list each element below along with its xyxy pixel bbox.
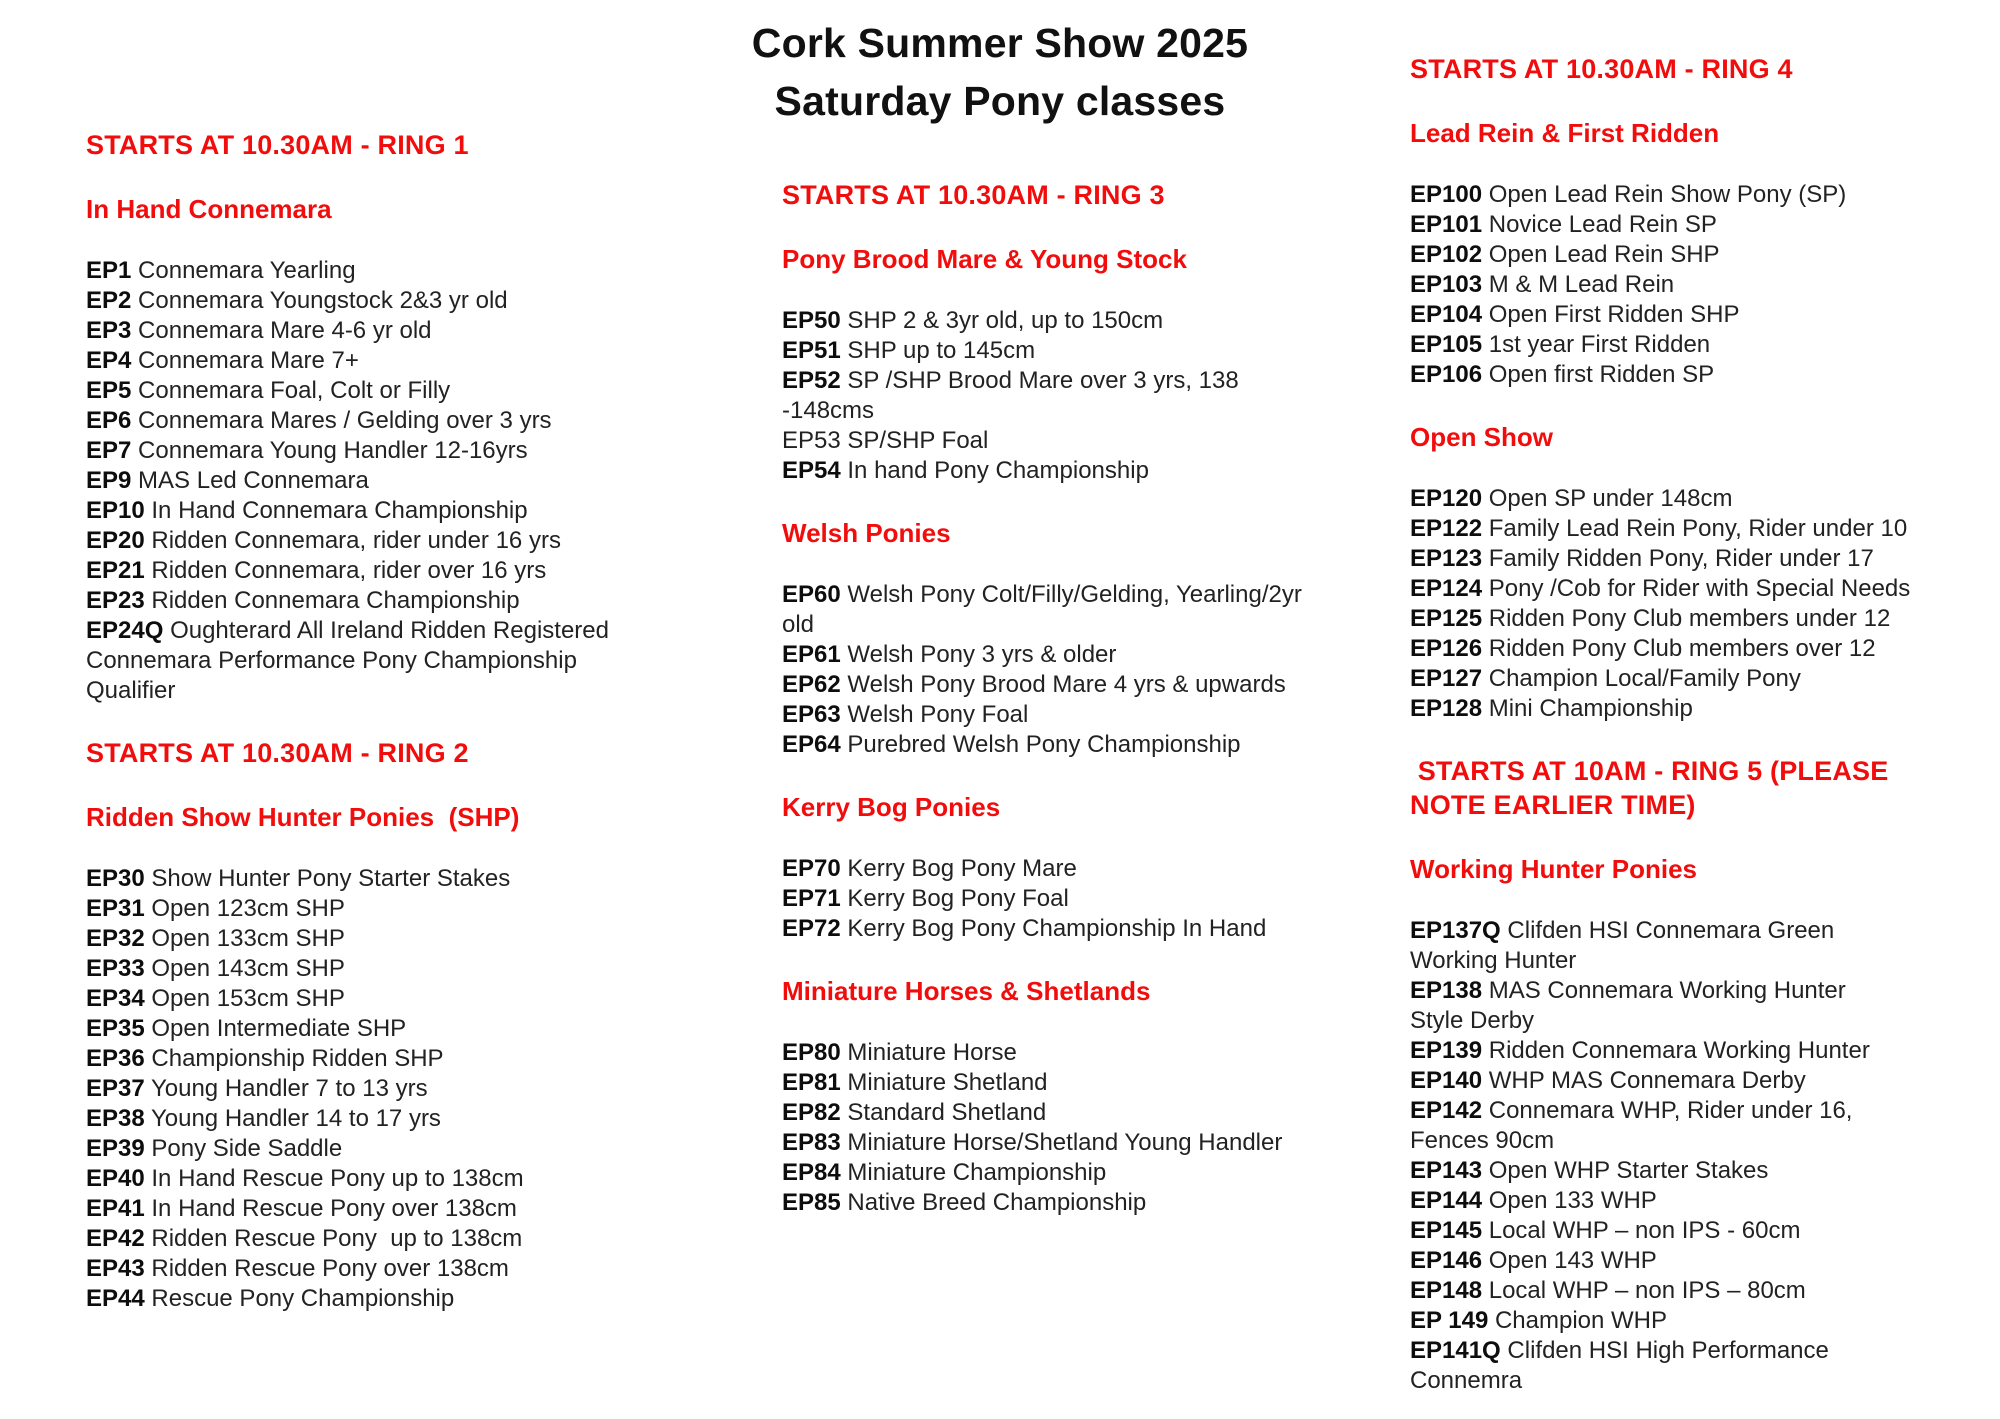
class-code: EP106 — [1410, 361, 1483, 388]
class-item — [1410, 1216, 2000, 1246]
class-code: EP137Q — [1410, 917, 1501, 944]
class-item — [86, 256, 686, 286]
class-item — [1410, 1096, 2000, 1156]
class-desc: Young Handler 14 to 17 yrs — [150, 1105, 441, 1132]
class-desc: Ridden Connemara, rider under 16 yrs — [151, 527, 561, 554]
class-code: EP10 — [86, 497, 145, 524]
class-code: EP53 — [782, 427, 841, 454]
class-desc: Ridden Rescue Pony up to 138cm — [151, 1225, 523, 1252]
class-desc: Open WHP Starter Stakes — [1488, 1157, 1769, 1184]
class-item — [86, 586, 686, 616]
class-desc: Local WHP – non IPS - 60cm — [1488, 1217, 1801, 1244]
class-code: EP37 — [86, 1075, 145, 1102]
class-desc: Welsh Pony Colt/Filly/Gelding, Yearling/2yr old — [782, 581, 1302, 638]
class-item — [1410, 240, 2000, 270]
class-list — [1410, 484, 2000, 724]
class-item — [1410, 360, 2000, 390]
class-code: EP40 — [86, 1165, 145, 1192]
class-item — [1410, 514, 2000, 544]
class-item — [1410, 976, 2000, 1036]
section-heading: Miniature Horses & Shetlands — [782, 976, 1151, 1006]
class-item — [86, 1134, 686, 1164]
class-item — [1410, 1036, 2000, 1066]
class-desc: Kerry Bog Pony Championship In Hand — [847, 915, 1267, 942]
class-desc: Open Intermediate SHP — [151, 1015, 407, 1042]
class-item — [86, 1074, 686, 1104]
class-desc: M & M Lead Rein — [1488, 271, 1675, 298]
class-desc: Kerry Bog Pony Mare — [847, 855, 1077, 882]
class-desc: Ridden Connemara Working Hunter — [1488, 1037, 1870, 1064]
class-desc: Clifden HSI High Performance Connemra — [1410, 1337, 1829, 1394]
class-code: EP84 — [782, 1159, 841, 1186]
class-code: EP71 — [782, 885, 841, 912]
class-item — [86, 556, 686, 586]
class-code: EP82 — [782, 1099, 841, 1126]
class-code: EP64 — [782, 731, 841, 758]
class-item — [1410, 1306, 2000, 1336]
class-list — [86, 256, 686, 706]
class-item — [1410, 300, 2000, 330]
class-desc: Welsh Pony 3 yrs & older — [847, 641, 1117, 668]
class-desc: Ridden Pony Club members over 12 — [1488, 635, 1876, 662]
class-desc: Miniature Horse/Shetland Young Handler — [847, 1129, 1283, 1156]
class-item — [1410, 574, 2000, 604]
class-code: EP123 — [1410, 545, 1483, 572]
class-item — [86, 1104, 686, 1134]
class-code: EP81 — [782, 1069, 841, 1096]
class-item — [1410, 664, 2000, 694]
section-heading: Lead Rein & First Ridden — [1410, 118, 1720, 148]
class-desc: Welsh Pony Foal — [847, 701, 1029, 728]
class-code: EP103 — [1410, 271, 1483, 298]
class-item — [1410, 484, 2000, 514]
class-desc: SHP up to 145cm — [847, 337, 1036, 364]
class-desc: Open 123cm SHP — [151, 895, 345, 922]
class-desc: Oughterard All Ireland Ridden Registered Connemara Performance Pony Championship Qualifier — [86, 617, 609, 704]
class-code: EP9 — [86, 467, 132, 494]
class-list — [86, 864, 686, 1314]
ring-heading: STARTS AT 10.30AM - RING 4 — [1410, 54, 1793, 84]
class-item — [86, 616, 686, 706]
class-item — [1410, 270, 2000, 300]
class-desc: Purebred Welsh Pony Championship — [847, 731, 1241, 758]
class-desc: Connemara Mares / Gelding over 3 yrs — [138, 407, 552, 434]
class-code: EP51 — [782, 337, 841, 364]
class-list — [782, 1038, 1382, 1218]
class-item — [782, 1188, 1382, 1218]
class-code: EP141Q — [1410, 1337, 1501, 1364]
class-item — [782, 456, 1382, 486]
class-item — [86, 1014, 686, 1044]
column-3 — [1410, 52, 2000, 1419]
class-code: EP2 — [86, 287, 132, 314]
section-heading: Kerry Bog Ponies — [782, 792, 1001, 822]
class-item — [86, 984, 686, 1014]
class-desc: Standard Shetland — [847, 1099, 1047, 1126]
class-code: EP20 — [86, 527, 145, 554]
class-code: EP125 — [1410, 605, 1483, 632]
class-item — [86, 894, 686, 924]
class-code: EP102 — [1410, 241, 1483, 268]
class-desc: Open 133 WHP — [1488, 1187, 1657, 1214]
class-code: EP7 — [86, 437, 132, 464]
page-title-line-1: Cork Summer Show 2025 — [751, 20, 1249, 66]
class-code: EP24Q — [86, 617, 164, 644]
class-item — [782, 1038, 1382, 1068]
class-item — [86, 466, 686, 496]
class-code: EP120 — [1410, 485, 1483, 512]
class-item — [86, 496, 686, 526]
class-code: EP39 — [86, 1135, 145, 1162]
class-code: EP63 — [782, 701, 841, 728]
class-desc: Connemara WHP, Rider under 16, Fences 90cm — [1410, 1097, 1853, 1154]
class-code: EP60 — [782, 581, 841, 608]
class-item — [86, 1284, 686, 1314]
class-item — [1410, 1276, 2000, 1306]
class-item — [782, 914, 1382, 944]
class-code: EP127 — [1410, 665, 1483, 692]
class-item — [86, 526, 686, 556]
class-code: EP42 — [86, 1225, 145, 1252]
column-1 — [86, 128, 686, 1344]
class-code: EP61 — [782, 641, 841, 668]
class-desc: Connemara Mare 4-6 yr old — [138, 317, 432, 344]
class-item — [1410, 1156, 2000, 1186]
class-code: EP139 — [1410, 1037, 1483, 1064]
class-item — [86, 1194, 686, 1224]
class-item — [1410, 604, 2000, 634]
class-desc: Kerry Bog Pony Foal — [847, 885, 1069, 912]
class-code: EP30 — [86, 865, 145, 892]
class-code: EP83 — [782, 1129, 841, 1156]
class-code: EP100 — [1410, 181, 1483, 208]
class-desc: SHP 2 & 3yr old, up to 150cm — [847, 307, 1164, 334]
class-desc: WHP MAS Connemara Derby — [1488, 1067, 1806, 1094]
class-desc: Welsh Pony Brood Mare 4 yrs & upwards — [847, 671, 1286, 698]
class-item — [782, 854, 1382, 884]
class-item — [86, 346, 686, 376]
class-item — [86, 864, 686, 894]
class-code: EP36 — [86, 1045, 145, 1072]
class-desc: SP/SHP Foal — [847, 427, 989, 454]
class-list — [782, 854, 1382, 944]
class-item — [1410, 180, 2000, 210]
class-code: EP70 — [782, 855, 841, 882]
class-item — [782, 884, 1382, 914]
class-code: EP145 — [1410, 1217, 1483, 1244]
class-item — [1410, 1186, 2000, 1216]
class-code: EP62 — [782, 671, 841, 698]
class-item — [782, 366, 1382, 426]
class-item — [86, 376, 686, 406]
class-code: EP44 — [86, 1285, 145, 1312]
class-code: EP1 — [86, 257, 132, 284]
class-code: EP126 — [1410, 635, 1483, 662]
class-desc: Family Lead Rein Pony, Rider under 10 — [1488, 515, 1908, 542]
class-desc: Ridden Pony Club members under 12 — [1488, 605, 1891, 632]
class-code: EP54 — [782, 457, 841, 484]
class-code: EP128 — [1410, 695, 1483, 722]
class-desc: Native Breed Championship — [847, 1189, 1147, 1216]
class-code: EP23 — [86, 587, 145, 614]
class-item — [86, 924, 686, 954]
class-code: EP105 — [1410, 331, 1483, 358]
class-code: EP32 — [86, 925, 145, 952]
class-desc: Open First Ridden SHP — [1488, 301, 1740, 328]
section-heading: Working Hunter Ponies — [1410, 854, 1697, 884]
page-title-line-2: Saturday Pony classes — [774, 78, 1226, 124]
class-item — [86, 954, 686, 984]
class-code: EP101 — [1410, 211, 1483, 238]
class-code: EP80 — [782, 1039, 841, 1066]
class-item — [86, 1044, 686, 1074]
class-code: EP72 — [782, 915, 841, 942]
class-desc: Ridden Connemara Championship — [151, 587, 520, 614]
class-code: EP122 — [1410, 515, 1483, 542]
class-desc: In Hand Rescue Pony over 138cm — [151, 1195, 517, 1222]
class-code: EP50 — [782, 307, 841, 334]
class-item — [1410, 544, 2000, 574]
class-code: EP85 — [782, 1189, 841, 1216]
class-code: EP5 — [86, 377, 132, 404]
class-desc: Family Ridden Pony, Rider under 17 — [1488, 545, 1874, 572]
class-code: EP146 — [1410, 1247, 1483, 1274]
class-desc: Open Lead Rein Show Pony (SP) — [1488, 181, 1847, 208]
class-code: EP6 — [86, 407, 132, 434]
class-code: EP38 — [86, 1105, 145, 1132]
class-item — [1410, 916, 2000, 976]
class-desc: MAS Connemara Working Hunter Style Derby — [1410, 977, 1846, 1034]
class-desc: Local WHP – non IPS – 80cm — [1488, 1277, 1806, 1304]
class-item — [1410, 634, 2000, 664]
ring-heading: STARTS AT 10.30AM - RING 3 — [782, 180, 1165, 210]
class-list — [1410, 180, 2000, 390]
class-code: EP148 — [1410, 1277, 1483, 1304]
class-desc: Miniature Horse — [847, 1039, 1017, 1066]
class-desc: Open SP under 148cm — [1488, 485, 1733, 512]
class-code: EP52 — [782, 367, 841, 394]
class-desc: Open 133cm SHP — [151, 925, 345, 952]
column-2 — [782, 178, 1382, 1248]
class-list — [782, 580, 1382, 760]
section-heading: Welsh Ponies — [782, 518, 951, 548]
class-code: EP142 — [1410, 1097, 1483, 1124]
class-item — [782, 1128, 1382, 1158]
class-item — [86, 406, 686, 436]
class-desc: Connemara Yearling — [138, 257, 356, 284]
class-item — [1410, 1066, 2000, 1096]
class-item — [86, 1164, 686, 1194]
class-desc: Miniature Shetland — [847, 1069, 1048, 1096]
class-item — [782, 306, 1382, 336]
class-code: EP 149 — [1410, 1307, 1489, 1334]
class-code: EP104 — [1410, 301, 1483, 328]
class-code: EP3 — [86, 317, 132, 344]
section-heading: Ridden Show Hunter Ponies (SHP) — [86, 802, 520, 832]
class-item — [782, 336, 1382, 366]
class-desc: Connemara Youngstock 2&3 yr old — [138, 287, 508, 314]
class-code: EP138 — [1410, 977, 1483, 1004]
class-item — [1410, 1246, 2000, 1276]
class-desc: In hand Pony Championship — [847, 457, 1149, 484]
class-desc: Rescue Pony Championship — [151, 1285, 455, 1312]
class-desc: Connemara Young Handler 12-16yrs — [138, 437, 528, 464]
class-desc: SP /SHP Brood Mare over 3 yrs, 138 -148cms — [782, 367, 1239, 424]
class-desc: 1st year First Ridden — [1488, 331, 1711, 358]
class-desc: Open first Ridden SP — [1488, 361, 1715, 388]
class-desc: Connemara Foal, Colt or Filly — [138, 377, 451, 404]
class-list — [782, 306, 1382, 486]
ring-heading: STARTS AT 10.30AM - RING 1 — [86, 130, 469, 160]
class-desc: Connemara Mare 7+ — [138, 347, 359, 374]
class-list — [1410, 916, 2000, 1396]
class-item — [782, 730, 1382, 760]
class-item — [782, 700, 1382, 730]
class-desc: Novice Lead Rein SP — [1488, 211, 1717, 238]
class-item — [86, 286, 686, 316]
class-item — [86, 436, 686, 466]
class-desc: Pony Side Saddle — [151, 1135, 343, 1162]
ring-heading: STARTS AT 10AM - RING 5 (PLEASE NOTE EARLIER TIME) — [1410, 756, 1889, 820]
class-item — [1410, 1336, 2000, 1396]
class-desc: Ridden Connemara, rider over 16 yrs — [151, 557, 547, 584]
class-item — [86, 1224, 686, 1254]
class-item — [782, 1068, 1382, 1098]
class-desc: In Hand Rescue Pony up to 138cm — [151, 1165, 524, 1192]
class-desc: Champion Local/Family Pony — [1488, 665, 1801, 692]
class-desc: Open 143cm SHP — [151, 955, 345, 982]
class-desc: Ridden Rescue Pony over 138cm — [151, 1255, 509, 1282]
class-item — [782, 1158, 1382, 1188]
class-desc: Champion WHP — [1494, 1307, 1668, 1334]
class-item — [782, 1098, 1382, 1128]
class-code: EP140 — [1410, 1067, 1483, 1094]
class-item — [782, 640, 1382, 670]
section-heading: Pony Brood Mare & Young Stock — [782, 244, 1187, 274]
class-desc: Show Hunter Pony Starter Stakes — [151, 865, 511, 892]
class-desc: Miniature Championship — [847, 1159, 1107, 1186]
class-code: EP33 — [86, 955, 145, 982]
class-code: EP34 — [86, 985, 145, 1012]
class-desc: Open 143 WHP — [1488, 1247, 1657, 1274]
class-code: EP43 — [86, 1255, 145, 1282]
class-desc: Open 153cm SHP — [151, 985, 345, 1012]
class-code: EP4 — [86, 347, 132, 374]
class-item — [86, 316, 686, 346]
class-item — [1410, 210, 2000, 240]
class-code: EP35 — [86, 1015, 145, 1042]
class-desc: Championship Ridden SHP — [151, 1045, 444, 1072]
class-desc: MAS Led Connemara — [138, 467, 369, 494]
class-code: EP143 — [1410, 1157, 1483, 1184]
class-item — [86, 1254, 686, 1284]
class-desc: Pony /Cob for Rider with Special Needs — [1488, 575, 1911, 602]
class-desc: Open Lead Rein SHP — [1488, 241, 1720, 268]
class-code: EP144 — [1410, 1187, 1483, 1214]
class-code: EP41 — [86, 1195, 145, 1222]
class-desc: Mini Championship — [1488, 695, 1693, 722]
class-item — [782, 426, 1382, 456]
class-code: EP31 — [86, 895, 145, 922]
class-code: EP124 — [1410, 575, 1483, 602]
class-item — [1410, 694, 2000, 724]
class-item — [1410, 330, 2000, 360]
class-desc: Young Handler 7 to 13 yrs — [150, 1075, 428, 1102]
class-item — [782, 580, 1382, 640]
section-heading: In Hand Connemara — [86, 194, 332, 224]
ring-heading: STARTS AT 10.30AM - RING 2 — [86, 738, 469, 768]
class-code: EP21 — [86, 557, 145, 584]
class-item — [782, 670, 1382, 700]
class-desc: In Hand Connemara Championship — [151, 497, 528, 524]
class-desc: Clifden HSI Connemara Green Working Hunter — [1410, 917, 1835, 974]
section-heading: Open Show — [1410, 422, 1553, 452]
